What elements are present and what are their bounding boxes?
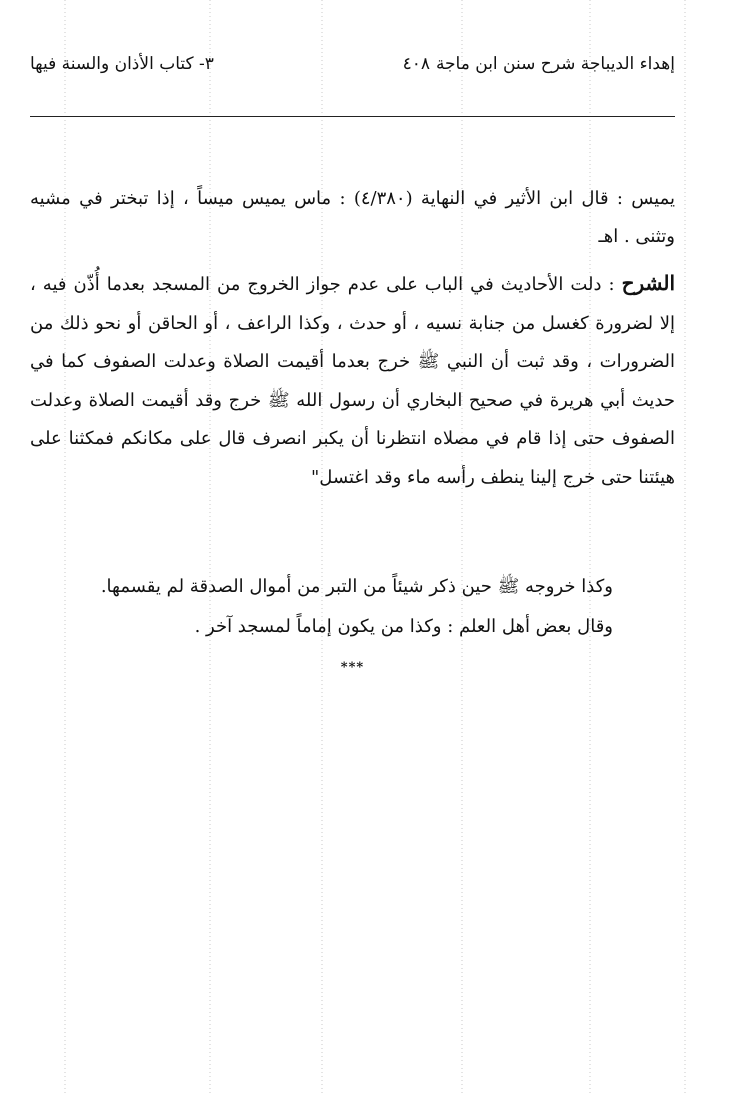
running-header xyxy=(30,40,675,80)
page-number: ٤٠٨ xyxy=(402,54,430,74)
commentary-text: : دلت الأحاديث في الباب على عدم جواز الخروج من المسجد بعدما أُذّن فيه ، إلا لضرورة كغسل من جنابة نسيه ، أو حدث ، وكذا الراعف ، أو الحاقن أو نحو ذلك من الضرورات ، وقد ثبت أن النبي ﷺ خرج بعدما أقيمت الصلاة وعدلت الصفوف كما في حديث أبي هريرة في صحيح البخاري أن رسول الله ﷺ خرج وقد أقيمت الصلاة وعدلت الصفوف حتى إذا قام في مصلاه انتظرنا أن يكبر انصرف قال على مكانكم فمكثنا على هيئتنا حتى خرج إلينا ينطف رأسه ماء وقد اغتسل" xyxy=(30,274,675,488)
book-page xyxy=(30,40,676,675)
book-title: إهداء الديباجة شرح سنن ابن ماجة xyxy=(435,54,675,74)
additional-note-2: وقال بعض أهل العلم : وكذا من يكون إماماً لمسجد آخر . xyxy=(194,616,613,637)
additional-note-1: وكذا خروجه ﷺ حين ذكر شيئاً من التبر من أموال الصدقة لم يقسمها. xyxy=(100,576,613,597)
footnote: يميس : قال ابن الأثير في النهاية (٤/٣٨٠) : ماس يميس ميساً ، إذا تبختر في مشيه وتثنى . اهـ xyxy=(30,188,676,247)
chapter-title: ٣- كتاب الأذان والسنة فيها xyxy=(30,54,214,74)
commentary-paragraph xyxy=(30,264,675,497)
commentary-lead: الشرح xyxy=(621,271,675,295)
section-separator: *** xyxy=(340,660,365,675)
header-rule xyxy=(30,116,675,117)
